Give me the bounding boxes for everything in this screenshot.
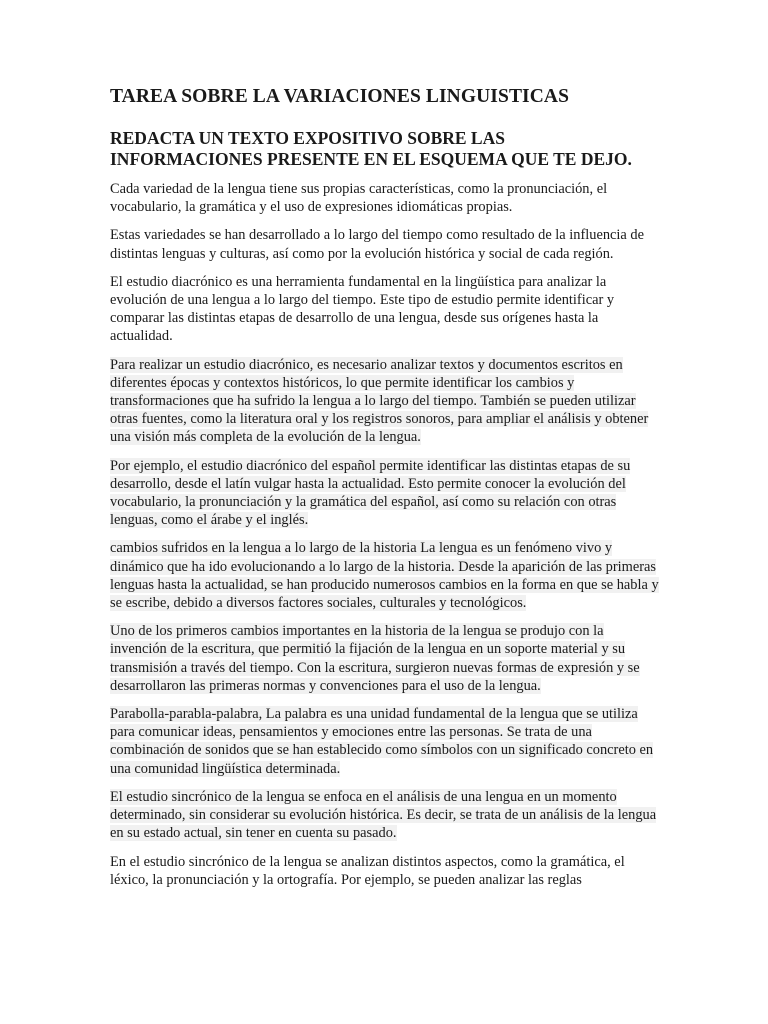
paragraph-text: En el estudio sincrónico de la lengua se analizan distintos aspectos, como la gramática, el léxico, la pronunciación y la ortografía. Por ejemplo, se pueden analizar las reglas <box>110 853 625 888</box>
paragraph-4 <box>110 356 660 447</box>
paragraph-3 <box>110 273 660 346</box>
paragraph-text: cambios sufridos en la lengua a lo largo de la historia La lengua es un fenómeno vivo y dinámico que ha ido evolucionando a lo largo de la historia. Desde la aparición de las primeras lenguas hasta la actualidad, se han producido numerosos cambios en la forma en que se habla y se escribe, debido a diversos factores sociales, culturales y tecnológicos. <box>110 540 659 612</box>
paragraph-8 <box>110 705 660 778</box>
paragraph-9 <box>110 788 660 843</box>
paragraph-text: El estudio sincrónico de la lengua se enfoca en el análisis de una lengua en un momento determinado, sin considerar su evolución histórica. Es decir, se trata de un análisis de la lengua en su estado actual, sin tener en cuenta su pasado. <box>110 788 657 842</box>
document-page <box>110 84 660 899</box>
paragraph-5 <box>110 457 660 530</box>
paragraph-1 <box>110 180 660 216</box>
paragraph-text: El estudio diacrónico es una herramienta fundamental en la lingüística para analizar la evolución de una lengua a lo largo del tiempo. Este tipo de estudio permite identificar y comparar las distintas etapas de desarrollo de una lengua, desde sus orígenes hasta la actualidad. <box>110 273 615 345</box>
document-subtitle: REDACTA UN TEXTO EXPOSITIVO SOBRE LAS INFORMACIONES PRESENTE EN EL ESQUEMA QUE TE DEJO. <box>110 128 632 169</box>
document-title: TAREA SOBRE LA VARIACIONES LINGUISTICAS <box>110 86 570 107</box>
paragraph-7 <box>110 622 660 695</box>
paragraph-text: Estas variedades se han desarrollado a lo largo del tiempo como resultado de la influencia de distintas lenguas y culturas, así como por la evolución histórica y social de cada región. <box>110 227 644 262</box>
paragraph-text: Parabolla-parabla-palabra, La palabra es una unidad fundamental de la lengua que se utiliza para comunicar ideas, pensamientos y emociones entre las personas. Se trata de una combinación de sonidos que se han establecido como símbolos con un significado concreto en una comunidad lingüística determinada. <box>110 706 654 777</box>
paragraph-6 <box>110 539 660 612</box>
paragraph-text: Para realizar un estudio diacrónico, es necesario analizar textos y documentos escritos en diferentes épocas y contextos históricos, lo que permite identificar los cambios y transformaciones que ha sufrido la lengua a lo largo del tiempo. También se pueden utilizar otras fuentes, como la literatura oral y los registros sonoros, para ampliar el análisis y obtener una visión más completa de la evolución de la lengua. <box>110 356 649 446</box>
paragraph-10 <box>110 853 660 889</box>
paragraph-2 <box>110 226 660 262</box>
paragraph-text: Uno de los primeros cambios importantes en la historia de la lengua se produjo con la invención de la escritura, que permitió la fijación de la lengua en un soporte material y su transmisión a través del tiempo. Con la escritura, surgieron nuevas formas de expresión y se desarrollaron las primeras normas y convenciones para el uso de la lengua. <box>110 623 640 694</box>
paragraph-text: Cada variedad de la lengua tiene sus propias características, como la pronunciación, el vocabulario, la gramática y el uso de expresiones idiomáticas propias. <box>110 181 608 216</box>
paragraph-text: Por ejemplo, el estudio diacrónico del español permite identificar las distintas etapas de su desarrollo, desde el latín vulgar hasta la actualidad. Esto permite conocer la evolución del vocabulario, la pronunciación y la gramática del español, así como su relación con otras lenguas, como el árabe y el inglés. <box>110 457 631 529</box>
